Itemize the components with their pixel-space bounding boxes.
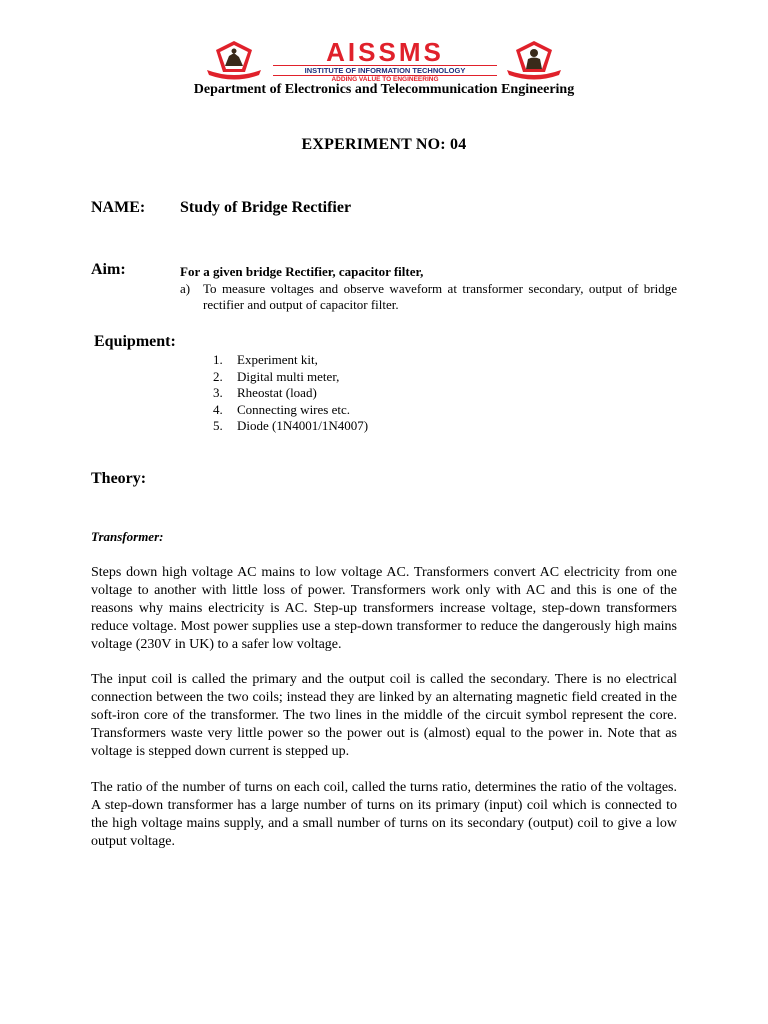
logo-subtitle: INSTITUTE OF INFORMATION TECHNOLOGY — [273, 65, 497, 76]
theory-paragraph: Steps down high voltage AC mains to low voltage AC. Transformers convert AC electricity from one voltage to another with little loss of power. Transformers work only with AC and this is one of the reasons why mains electricity is AC. Step-up transformers increase voltage, step-down transformers reduce voltage. Most power supplies use a step-down transformer to reduce the dangerously high mains voltage (230V in UK) to a safer low voltage. — [91, 565, 677, 652]
aim-item-marker: a) — [180, 281, 191, 296]
right-emblem-icon — [505, 40, 563, 80]
institute-logo — [205, 37, 565, 83]
theory-label: Theory: — [91, 470, 147, 487]
logo-tagline: ADDING VALUE TO ENGINEERING — [331, 76, 439, 83]
list-item: 1. Experiment kit, — [213, 352, 318, 367]
aim-heading: For a given bridge Rectifier, capacitor filter, — [180, 264, 424, 279]
logo-name: AISSMS — [326, 37, 444, 67]
aim-label: Aim: — [91, 261, 126, 278]
theory-paragraph: The input coil is called the primary and the output coil is called the secondary. There is no electrical connection between the two coils; instead they are linked by an alternating magnetic field created in the soft-iron core of the transformer. The two lines in the middle of the circuit symbol represent the core. Transformers waste very little power so the power out is (almost) equal to the power in. Note that as voltage is stepped down current is stepped up. — [91, 672, 677, 759]
aim-item-text: To measure voltages and observe waveform at transformer secondary, output of bridge rectifier and output of capacitor filter. — [203, 281, 677, 312]
name-label: NAME: — [91, 199, 146, 216]
experiment-title: EXPERIMENT NO: 04 — [301, 136, 467, 153]
left-emblem-icon — [205, 40, 263, 80]
transformer-subheading: Transformer: — [91, 529, 164, 544]
theory-paragraph: The ratio of the number of turns on each coil, called the turns ratio, determines the ratio of the voltages. A step-down transformer has a large number of turns on its primary (input) coil which is connected to the high voltage mains supply, and a small number of turns on its secondary (output) coil to give a low output voltage. — [91, 780, 677, 849]
list-item: 4. Connecting wires etc. — [213, 401, 350, 417]
logo-wordmark — [267, 37, 503, 84]
list-item: 5. Diode (1N4001/1N4007) — [213, 418, 369, 434]
equipment-list — [213, 352, 368, 435]
list-item: 2. Digital multi meter, — [213, 368, 340, 384]
aim-item — [180, 281, 677, 313]
list-item: 3. Rheostat (load) — [213, 385, 317, 401]
equipment-label: Equipment: — [94, 333, 176, 350]
name-value: Study of Bridge Rectifier — [180, 199, 352, 216]
department-heading: Department of Electronics and Telecommunication Engineering — [193, 82, 575, 97]
